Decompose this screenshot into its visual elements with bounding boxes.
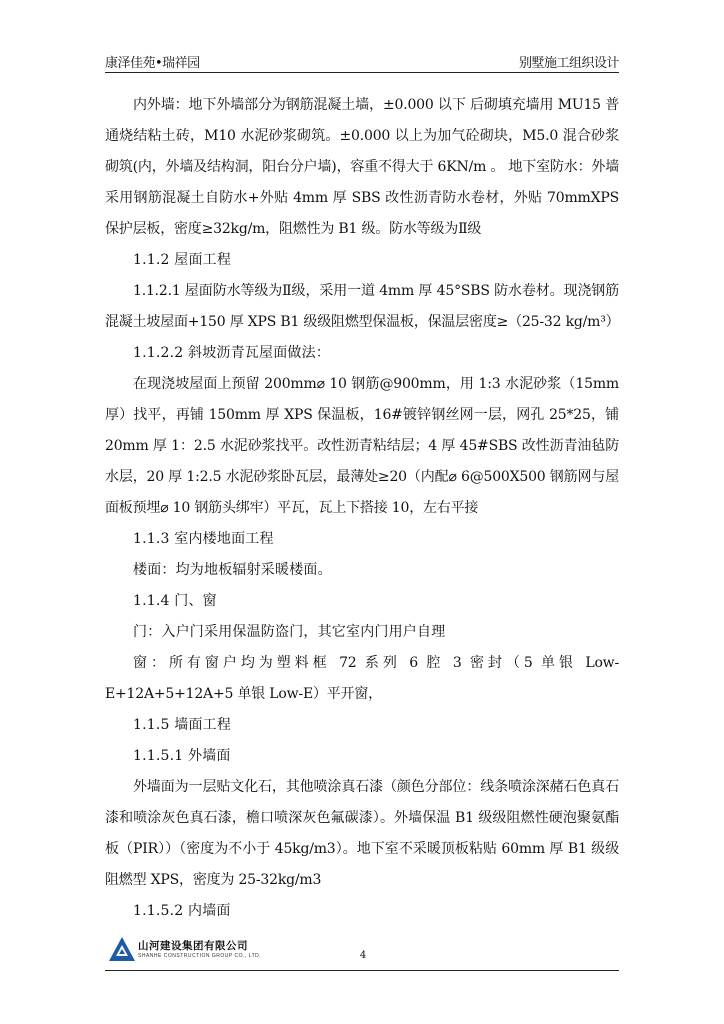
paragraph-roof-waterproofing: 1.1.2.1 屋面防水等级为Ⅱ级，采用一道 4mm 厚 45°SBS 防水卷材。现浇钢筋混凝土坡屋面+150 厚 XPS B1 级级阻燃型保温板，保温层密度≥（25-32 kg/m³） xyxy=(105,283,620,330)
paragraph-doors: 门：入户门采用保温防盗门，其它室内门用户自理 xyxy=(133,624,446,640)
subheading-asphalt-shingle-roof: 1.1.2.2 斜坡沥青瓦屋面做法： xyxy=(133,345,331,361)
mountain-triangle-icon xyxy=(108,936,136,962)
section-heading-doors-windows: 1.1.4 门、窗 xyxy=(133,593,217,609)
document-body xyxy=(105,90,619,927)
section-heading-wall-surfaces: 1.1.5 墙面工程 xyxy=(133,717,232,733)
paragraph-windows: 窗：所有窗户均为塑料框 72 系列 6 腔 3 密封（5 单银 Low-E+12A+5+12A+5 单银 Low-E）平开窗， xyxy=(105,655,619,702)
paragraph-shingle-roof-method: 在现浇坡屋面上预留 200mm⌀ 10 钢筋@900mm，用 1:3 水泥砂浆（15mm 厚）找平，再铺 150mm 厚 XPS 保温板，16#镀锌钢丝网一层，网孔 25*25，铺 20mm 厚 1：2.5 水泥砂浆找平。改性沥青粘结层；4 厚 45#SBS 改性沥青油毡防水层，20 厚 1:2.5 水泥砂浆卧瓦层，最薄处≥20（内配⌀ 6@500X500 钢筋网与屋面板预埋⌀ 10 钢筋头绑牢）平瓦，瓦上下搭接 10，左右平接 xyxy=(105,376,619,516)
subheading-interior-wall: 1.1.5.2 内墙面 xyxy=(133,903,231,919)
page-footer xyxy=(105,934,619,971)
subheading-exterior-wall: 1.1.5.1 外墙面 xyxy=(133,748,231,764)
company-name-cn: 山河建设集团有限公司 xyxy=(138,940,248,952)
page-number: 4 xyxy=(359,950,367,961)
page-header xyxy=(105,52,619,73)
company-logo xyxy=(108,936,262,968)
company-name-en: SHANHE CONSTRUCTION GROUP CO., LTD. xyxy=(138,953,262,959)
paragraph-floor: 楼面：均为地板辐射采暖楼面。 xyxy=(133,562,332,578)
paragraph-walls: 内外墙：地下外墙部分为钢筋混凝土墙，±0.000 以下 后砌填充墙用 MU15 普通烧结粘土砖，M10 水泥砂浆砌筑。±0.000 以上为加气砼砌块，M5.0 混合砂浆砌筑(内，外墙及结构洞，阳台分户墙)，容重不得大于 6KN/m 。 地下室防水：外墙采用钢筋混凝土自防水+外贴 4mm 厚 SBS 改性沥青防水卷材，外贴 70mmXPS 保护层板，密度≥32kg/m，阻燃性为 B1 级。防水等级为Ⅱ级 xyxy=(105,97,619,237)
section-heading-indoor-floor: 1.1.3 室内楼地面工程 xyxy=(133,531,274,547)
section-heading-roof: 1.1.2 屋面工程 xyxy=(133,252,232,268)
header-document-title: 别墅施工组织设计 xyxy=(518,56,619,71)
paragraph-exterior-wall: 外墙面为一层贴文化石，其他喷涂真石漆（颜色分部位：线条喷涂深赭石色真石漆和喷涂灰色真石漆，檐口喷深灰色氟碳漆）。外墙保温 B1 级级阻燃性硬泡聚氨酯板（PIR））（密度为不小于 45kg/m3）。地下室不采暖顶板粘贴 60mm 厚 B1 级级阻燃型 XPS，密度为 25-32kg/m3 xyxy=(105,779,619,888)
header-project-name: 康泽佳苑•瑞祥园 xyxy=(105,56,200,71)
